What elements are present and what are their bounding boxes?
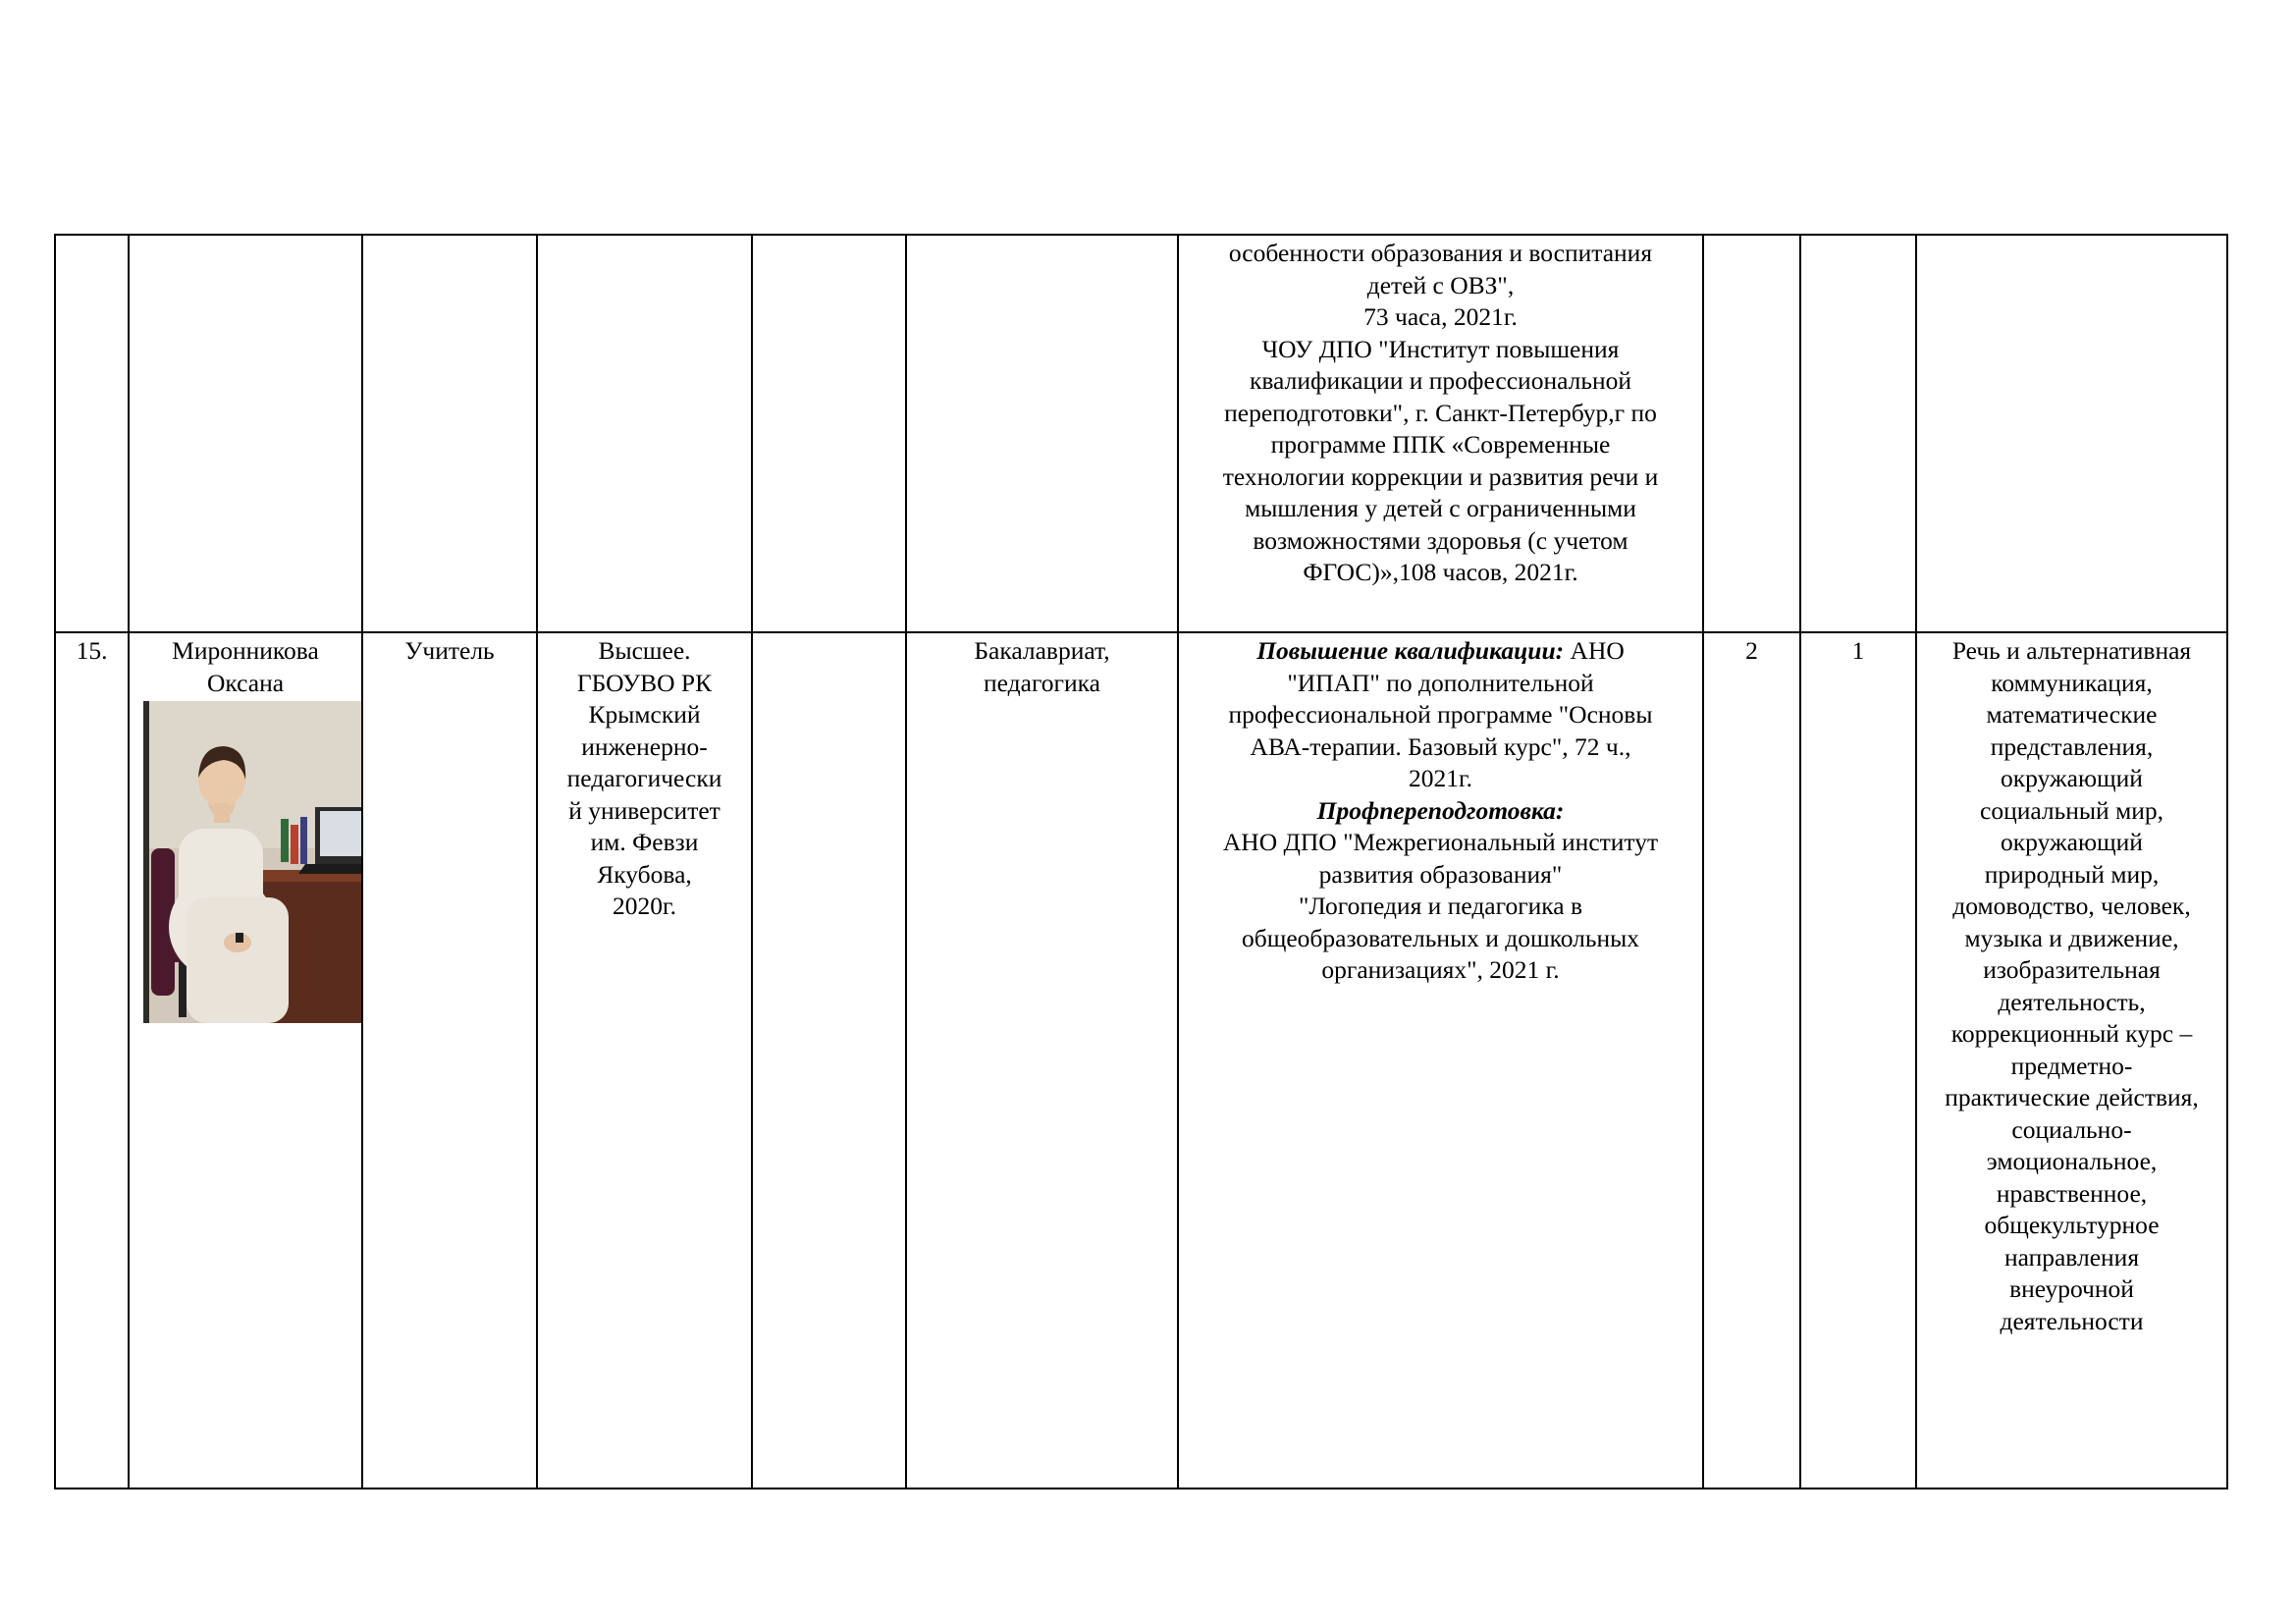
education-line: Якубова, xyxy=(597,859,692,889)
education-line: Крымский xyxy=(588,700,701,729)
subject-line: домоводство, человек, xyxy=(1952,892,2191,920)
subject-line: окружающий xyxy=(2001,828,2143,856)
table-row xyxy=(55,632,2227,1489)
retraining-line: общеобразовательных и дошкольных xyxy=(1242,923,1639,952)
subject-line: социальный мир, xyxy=(1980,795,2163,825)
training-line: возможностями здоровья (с учетом xyxy=(1253,525,1629,555)
subject-line: эмоциональное, xyxy=(1986,1147,2158,1175)
training-line: квалификации и профессиональной xyxy=(1249,366,1632,395)
pedagogical-experience-value: 1 xyxy=(1851,636,1865,665)
subject-line: деятельности xyxy=(2000,1306,2144,1335)
name-cell xyxy=(129,235,362,632)
subject-line: коммуникация, xyxy=(1991,668,2153,697)
pedagogical-experience-cell xyxy=(1800,632,1916,1489)
specialty-cell xyxy=(906,632,1178,1489)
training-line: программе ППК «Современные xyxy=(1270,430,1611,459)
training-line: мышления у детей с ограниченными xyxy=(1245,494,1636,522)
subjects-cell xyxy=(1916,235,2227,632)
retraining-line: АНО ДПО "Межрегиональный институт xyxy=(1222,828,1659,856)
subject-line: представления, xyxy=(1990,731,2154,761)
name-cell xyxy=(129,632,362,1489)
retraining-line: развития образования" xyxy=(1318,859,1563,889)
subject-line: направления xyxy=(2003,1242,2140,1272)
subject-line: музыка и движение, xyxy=(1964,923,2179,952)
qualification-first-line-tail: АНО xyxy=(1564,636,1625,665)
subject-line: нравственное, xyxy=(1996,1178,2148,1208)
total-experience-cell xyxy=(1703,632,1800,1489)
subject-line: природный мир, xyxy=(1984,859,2160,889)
subject-line: деятельность, xyxy=(1998,987,2146,1016)
education-line: 2020г. xyxy=(613,892,676,920)
number-cell xyxy=(55,632,129,1489)
retraining-heading: Профпереподготовка: xyxy=(1316,795,1565,825)
qualification-line: "ИПАП" по дополнительной xyxy=(1287,668,1594,697)
subjects-cell xyxy=(1916,632,2227,1489)
qualification-heading: Повышение квалификации: xyxy=(1256,636,1565,665)
qualification-line: АВА-терапии. Базовый курс", 72 ч., xyxy=(1250,731,1631,761)
position-cell xyxy=(362,632,537,1489)
subject-line: математические xyxy=(1986,700,2158,729)
training-line: детей с ОВЗ", xyxy=(1366,270,1515,299)
subject-line: коррекционный курс – xyxy=(1950,1019,2193,1048)
retraining-line: "Логопедия и педагогика в xyxy=(1298,892,1583,920)
position-text: Учитель xyxy=(404,636,495,665)
category-cell xyxy=(752,632,906,1489)
education-cell xyxy=(537,235,752,632)
education-line: Высшее. xyxy=(598,636,691,665)
specialty-line: педагогика xyxy=(984,668,1100,697)
teacher-name-line: Миронникова xyxy=(172,636,319,665)
subject-line: практические действия, xyxy=(1945,1083,2199,1111)
category-cell xyxy=(752,235,906,632)
subject-line: изобразительная xyxy=(1983,955,2161,984)
training-line: особенности образования и воспитания xyxy=(1228,239,1653,267)
total-experience-value: 2 xyxy=(1745,636,1758,665)
staff-table xyxy=(54,234,2228,1489)
retraining-line: организациях", 2021 г. xyxy=(1321,955,1560,984)
teacher-photo xyxy=(143,701,362,1023)
pedagogical-experience-cell xyxy=(1800,235,1916,632)
specialty-line: Бакалавриат, xyxy=(974,636,1110,665)
subject-line: предметно- xyxy=(2010,1051,2133,1080)
education-cell xyxy=(537,632,752,1489)
qualification-first-line xyxy=(1183,635,1698,668)
education-line: инженерно- xyxy=(581,731,708,761)
subject-line: внеурочной xyxy=(2009,1274,2134,1303)
teacher-name-line: Оксана xyxy=(206,668,285,697)
row-number: 15. xyxy=(76,636,108,665)
education-line: им. Февзи xyxy=(590,828,699,856)
subject-line: Речь и альтернативная xyxy=(1951,636,2192,665)
qualification-line: 2021г. xyxy=(1409,764,1472,792)
table-row xyxy=(55,235,2227,632)
qualification-line: профессиональной программе "Основы xyxy=(1228,700,1653,729)
training-line: ФГОС)»,108 часов, 2021г. xyxy=(1303,558,1578,586)
education-line: й университет xyxy=(568,795,721,825)
training-line: 73 часа, 2021г. xyxy=(1363,302,1518,331)
education-line: ГБОУВО РК xyxy=(576,668,713,697)
total-experience-cell xyxy=(1703,235,1800,632)
subject-line: социально- xyxy=(2011,1114,2132,1144)
training-cell xyxy=(1178,632,1703,1489)
training-line: ЧОУ ДПО "Институт повышения xyxy=(1261,334,1620,363)
position-cell xyxy=(362,235,537,632)
education-line: педагогически xyxy=(566,764,722,792)
number-cell xyxy=(55,235,129,632)
specialty-cell xyxy=(906,235,1178,632)
training-line: переподготовки", г. Санкт-Петербур,г по xyxy=(1224,398,1657,427)
training-line: технологии коррекции и развития речи и xyxy=(1222,461,1659,491)
training-cell xyxy=(1178,235,1703,632)
subject-line: общекультурное xyxy=(1984,1211,2160,1239)
subject-line: окружающий xyxy=(2001,764,2143,792)
